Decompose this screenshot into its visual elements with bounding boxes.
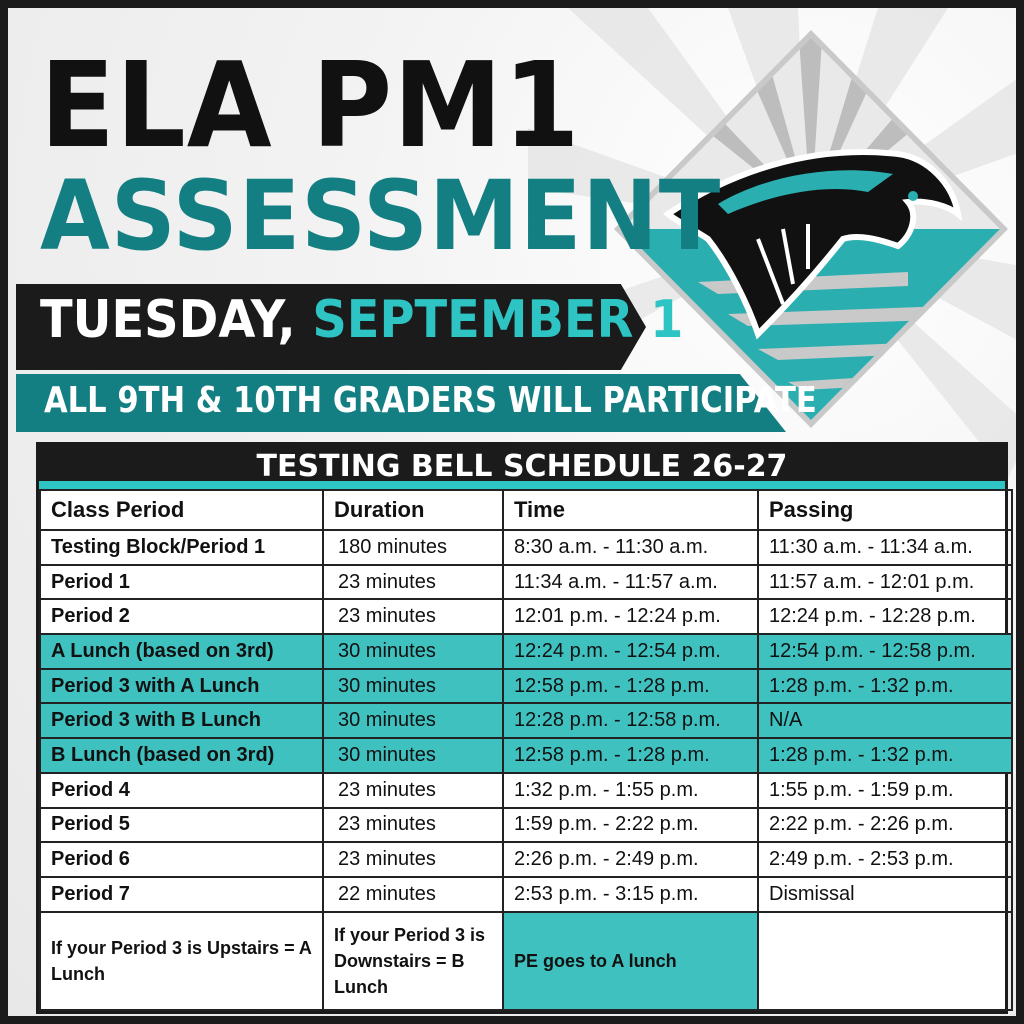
time-cell: 12:24 p.m. - 12:54 p.m. <box>503 634 758 669</box>
table-row <box>40 738 1012 773</box>
notes-row <box>40 912 1012 1010</box>
schedule-table <box>39 489 1013 1011</box>
passing-cell: 12:24 p.m. - 12:28 p.m. <box>758 599 1012 634</box>
note-downstairs: If your Period 3 is Downstairs = B Lunch <box>323 912 503 1010</box>
column-header: Passing <box>758 490 1012 530</box>
passing-cell: 11:57 a.m. - 12:01 p.m. <box>758 565 1012 600</box>
note-pe: PE goes to A lunch <box>503 912 758 1010</box>
time-cell: 11:34 a.m. - 11:57 a.m. <box>503 565 758 600</box>
time-cell: 2:53 p.m. - 3:15 p.m. <box>503 877 758 912</box>
table-row <box>40 773 1012 808</box>
schedule-title: TESTING BELL SCHEDULE 26-27 <box>39 445 1005 489</box>
note-empty <box>758 912 1012 1010</box>
passing-cell: 2:22 p.m. - 2:26 p.m. <box>758 808 1012 843</box>
period-cell: Testing Block/Period 1 <box>40 530 323 565</box>
duration-cell: 23 minutes <box>323 565 503 600</box>
duration-cell: 30 minutes <box>323 738 503 773</box>
table-row <box>40 703 1012 738</box>
passing-cell: 1:28 p.m. - 1:32 p.m. <box>758 669 1012 704</box>
schedule-table-container <box>36 442 1008 1014</box>
passing-cell: 1:55 p.m. - 1:59 p.m. <box>758 773 1012 808</box>
passing-cell: 12:54 p.m. - 12:58 p.m. <box>758 634 1012 669</box>
duration-cell: 30 minutes <box>323 669 503 704</box>
duration-cell: 23 minutes <box>323 599 503 634</box>
passing-cell: 1:28 p.m. - 1:32 p.m. <box>758 738 1012 773</box>
period-cell: A Lunch (based on 3rd) <box>40 634 323 669</box>
date-banner-text <box>40 290 683 350</box>
table-header-row <box>40 490 1012 530</box>
period-cell: Period 6 <box>40 842 323 877</box>
note-upstairs: If your Period 3 is Upstairs = A Lunch <box>40 912 323 1010</box>
passing-cell: Dismissal <box>758 877 1012 912</box>
column-header: Duration <box>323 490 503 530</box>
date-date: SEPTEMBER 1 <box>312 290 684 350</box>
period-cell: Period 3 with B Lunch <box>40 703 323 738</box>
table-row <box>40 842 1012 877</box>
duration-cell: 22 minutes <box>323 877 503 912</box>
period-cell: Period 2 <box>40 599 323 634</box>
table-row <box>40 565 1012 600</box>
time-cell: 12:58 p.m. - 1:28 p.m. <box>503 738 758 773</box>
time-cell: 8:30 a.m. - 11:30 a.m. <box>503 530 758 565</box>
headline-line1: ELA PM1 <box>40 36 581 174</box>
period-cell: Period 4 <box>40 773 323 808</box>
period-cell: Period 3 with A Lunch <box>40 669 323 704</box>
duration-cell: 30 minutes <box>323 703 503 738</box>
time-cell: 12:28 p.m. - 12:58 p.m. <box>503 703 758 738</box>
table-row <box>40 599 1012 634</box>
passing-cell: N/A <box>758 703 1012 738</box>
headline-line2: ASSESSMENT <box>40 160 722 272</box>
time-cell: 12:58 p.m. - 1:28 p.m. <box>503 669 758 704</box>
time-cell: 1:59 p.m. - 2:22 p.m. <box>503 808 758 843</box>
period-cell: Period 5 <box>40 808 323 843</box>
date-day: TUESDAY, <box>40 290 296 350</box>
column-header: Time <box>503 490 758 530</box>
column-header: Class Period <box>40 490 323 530</box>
time-cell: 1:32 p.m. - 1:55 p.m. <box>503 773 758 808</box>
time-cell: 2:26 p.m. - 2:49 p.m. <box>503 842 758 877</box>
table-row <box>40 669 1012 704</box>
time-cell: 12:01 p.m. - 12:24 p.m. <box>503 599 758 634</box>
duration-cell: 23 minutes <box>323 808 503 843</box>
passing-cell: 11:30 a.m. - 11:34 a.m. <box>758 530 1012 565</box>
duration-cell: 23 minutes <box>323 773 503 808</box>
duration-cell: 23 minutes <box>323 842 503 877</box>
duration-cell: 30 minutes <box>323 634 503 669</box>
table-row <box>40 634 1012 669</box>
period-cell: Period 7 <box>40 877 323 912</box>
period-cell: Period 1 <box>40 565 323 600</box>
period-cell: B Lunch (based on 3rd) <box>40 738 323 773</box>
duration-cell: 180 minutes <box>323 530 503 565</box>
table-row <box>40 877 1012 912</box>
participants-banner-text: ALL 9TH & 10TH GRADERS WILL PARTICIPATE <box>44 380 817 421</box>
table-row <box>40 530 1012 565</box>
passing-cell: 2:49 p.m. - 2:53 p.m. <box>758 842 1012 877</box>
table-row <box>40 808 1012 843</box>
